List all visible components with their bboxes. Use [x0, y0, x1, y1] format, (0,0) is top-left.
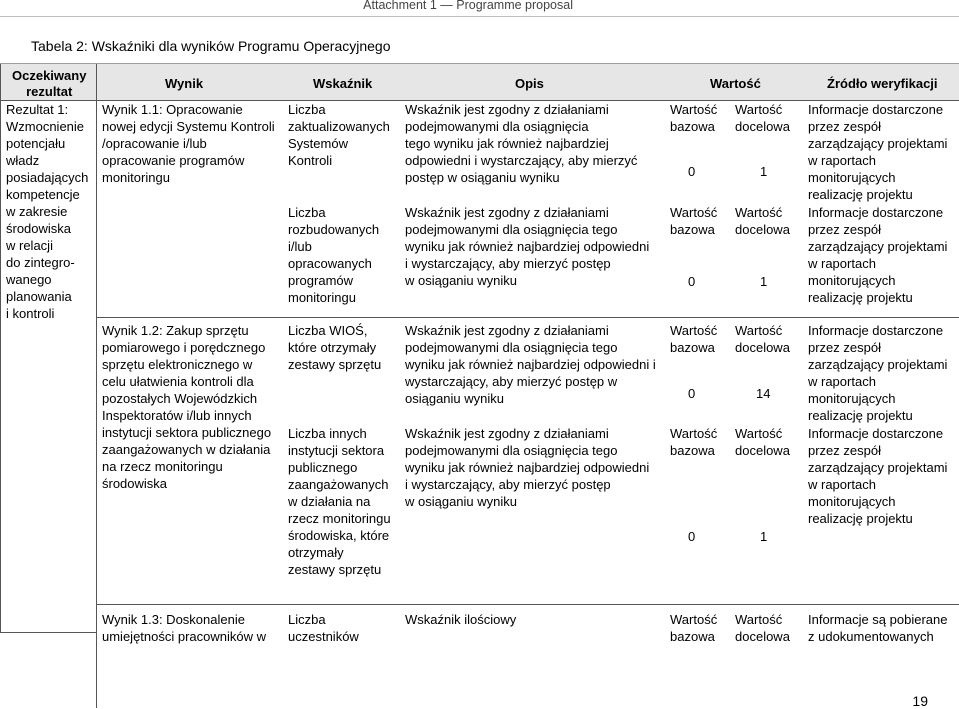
indicator-1-2-a-baseline: 0 — [688, 386, 696, 401]
grid-hline-row2 — [96, 604, 959, 605]
indicator-1-1-b-target: 1 — [760, 274, 768, 289]
indicator-1-1-a-target-label: Wartość docelowa — [735, 102, 790, 134]
indicator-1-2-a-source: Informacje dostarczone przez zespół zarządzający projektami w raportach monitorujących realizację projektu — [808, 323, 948, 423]
indicator-1-2-a-name: Liczba WIOŚ, które otrzymały zestawy sprzętu — [288, 323, 382, 372]
indicator-1-1-b-baseline-label: Wartość bazowa — [670, 205, 718, 237]
indicator-1-2-b-target: 1 — [760, 529, 768, 544]
indicator-1-3-a-name: Liczba uczestników — [288, 612, 359, 644]
indicator-1-2-b-target-label: Wartość docelowa — [735, 426, 790, 458]
wynik-1-3: Wynik 1.3: Doskonalenie umiejętności pracowników w — [102, 612, 267, 644]
grid-hline-row1 — [96, 317, 959, 318]
expected-result-text: Rezultat 1: Wzmocnienie potencjału władz posiadających kompetencje w zakresie środowiska w relacji do zintegro- wanego planowania i kontroli — [6, 102, 89, 321]
indicator-1-1-a-name: Liczba zaktualizowanych Systemów Kontroli — [288, 102, 390, 168]
indicator-1-2-b-opis: Wskaźnik jest zgodny z działaniami podejmowanymi dla osiągnięcia tego wyniku jak również najbardziej odpowiedni i wystarczający, aby mierzyć postęp w osiąganiu wyniku — [405, 426, 650, 509]
indicator-1-3-a-opis: Wskaźnik ilościowy — [405, 612, 517, 627]
page-header: Attachment 1 — Programme proposal — [363, 0, 573, 12]
header-zrodlo: Źródło weryfikacji — [827, 76, 938, 91]
indicator-1-1-a-opis: Wskaźnik jest zgodny z działaniami podejmowanymi dla osiągnięcia tego wyniku jak również najbardziej odpowiedni i wystarczający, aby mierzyć postęp w osiąganiu wyniku — [405, 102, 638, 185]
indicator-1-1-a-baseline: 0 — [688, 164, 696, 179]
header-wartosc: Wartość — [710, 76, 761, 91]
grid-vline-1 — [96, 64, 97, 708]
header-wynik: Wynik — [165, 76, 204, 91]
header-expected-result: Oczekiwany rezultat — [12, 68, 87, 99]
indicator-1-2-a-opis: Wskaźnik jest zgodny z działaniami podejmowanymi dla osiągnięcia tego wyniku jak również najbardziej odpowiedni i wystarczający, aby mierzyć postęp w osiąganiu wyniku — [405, 323, 656, 406]
header-rule — [0, 16, 959, 17]
wynik-1-2: Wynik 1.2: Zakup sprzętu pomiarowego i porędcznego sprzętu elektronicznego w celu ułatwienia kontroli dla pozostałych Wojewódzkich Inspektoratów i/lub innych instytucji sektora publicznego zaangażowanych w działania na rzecz monitoringu środowiska — [102, 323, 272, 491]
indicator-1-1-b-opis: Wskaźnik jest zgodny z działaniami podejmowanymi dla osiągnięcia tego wyniku jak również najbardziej odpowiedni i wystarczający, aby mierzyć postęp w osiąganiu wyniku — [405, 205, 650, 288]
indicator-1-2-a-target: 14 — [756, 386, 771, 401]
header-wskaznik: Wskaźnik — [313, 76, 373, 91]
indicator-1-2-b-name: Liczba innych instytucji sektora publicznego zaangażowanych w działania na rzecz monitoringu środowiska, które otrzymały zestawy sprzętu — [288, 426, 391, 577]
grid-hline-result-bottom — [0, 632, 96, 633]
table-caption: Tabela 2: Wskaźniki dla wyników Programu Operacyjnego — [31, 38, 391, 54]
indicator-1-2-b-baseline-label: Wartość bazowa — [670, 426, 718, 458]
indicator-1-3-a-target-label: Wartość docelowa — [735, 612, 790, 644]
indicator-1-2-a-target-label: Wartość docelowa — [735, 323, 790, 355]
indicator-1-1-b-source: Informacje dostarczone przez zespół zarządzający projektami w raportach monitorujących realizację projektu — [808, 205, 948, 305]
wynik-1-1: Wynik 1.1: Opracowanie nowej edycji Systemu Kontroli /opracowanie i/lub opracowanie programów monitoringu — [102, 102, 275, 185]
indicator-1-1-a-source: Informacje dostarczone przez zespół zarządzający projektami w raportach monitorujących realizację projektu — [808, 102, 948, 202]
indicator-1-3-a-baseline-label: Wartość bazowa — [670, 612, 718, 644]
grid-vline-left — [0, 64, 1, 632]
header-opis: Opis — [515, 76, 544, 91]
indicator-1-2-b-baseline: 0 — [688, 529, 696, 544]
indicator-1-2-a-baseline-label: Wartość bazowa — [670, 323, 718, 355]
indicator-1-1-a-target: 1 — [760, 164, 768, 179]
indicator-1-1-b-name: Liczba rozbudowanych i/lub opracowanych programów monitoringu — [288, 205, 380, 305]
indicator-1-1-a-baseline-label: Wartość bazowa — [670, 102, 718, 134]
page-number: 19 — [912, 693, 928, 709]
indicator-1-1-b-baseline: 0 — [688, 274, 696, 289]
indicator-1-1-b-target-label: Wartość docelowa — [735, 205, 790, 237]
indicator-1-2-b-source: Informacje dostarczone przez zespół zarządzający projektami w raportach monitorujących realizację projektu — [808, 426, 948, 526]
indicator-1-3-a-source: Informacje są pobierane z udokumentowanych — [808, 612, 948, 644]
